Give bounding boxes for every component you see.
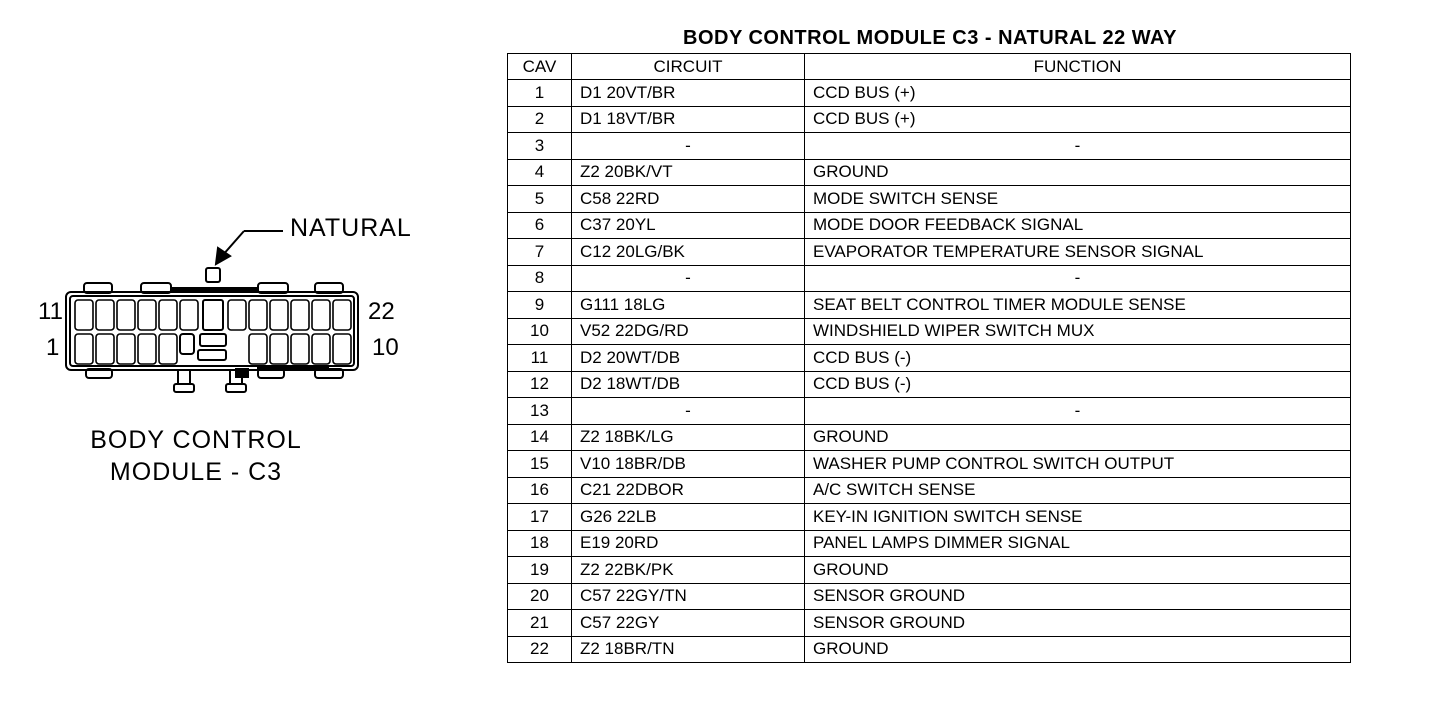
lock-tab <box>206 268 220 282</box>
function-cell: SENSOR GROUND <box>805 583 1351 610</box>
function-cell: - <box>805 398 1351 425</box>
pin-label-10: 10 <box>372 334 399 361</box>
table-row <box>508 530 1351 557</box>
cav-cell: 2 <box>508 106 572 133</box>
table-row <box>508 106 1351 133</box>
connector-drawing <box>0 0 470 712</box>
function-cell: GROUND <box>805 636 1351 663</box>
circuit-cell: D2 18WT/DB <box>572 371 805 398</box>
cav-cell: 1 <box>508 80 572 107</box>
function-cell: GROUND <box>805 424 1351 451</box>
cav-cell: 15 <box>508 451 572 478</box>
table-row <box>508 504 1351 531</box>
cav-cell: 8 <box>508 265 572 292</box>
function-cell: MODE DOOR FEEDBACK SIGNAL <box>805 212 1351 239</box>
cav-cell: 13 <box>508 398 572 425</box>
table-title: BODY CONTROL MODULE C3 - NATURAL 22 WAY <box>683 27 1177 49</box>
circuit-cell: V52 22DG/RD <box>572 318 805 345</box>
module-caption-line2: MODULE - C3 <box>109 458 283 486</box>
function-cell: CCD BUS (-) <box>805 371 1351 398</box>
cav-cell: 11 <box>508 345 572 372</box>
table-row <box>508 424 1351 451</box>
table-row <box>508 159 1351 186</box>
circuit-cell: D1 20VT/BR <box>572 80 805 107</box>
circuit-cell: Z2 18BR/TN <box>572 636 805 663</box>
cav-cell: 18 <box>508 530 572 557</box>
cav-cell: 12 <box>508 371 572 398</box>
module-caption <box>56 424 336 488</box>
header-cav: CAV <box>508 54 572 80</box>
table-header-row <box>508 54 1351 80</box>
function-cell: GROUND <box>805 557 1351 584</box>
pin-label-11: 11 <box>38 298 63 325</box>
cav-cell: 4 <box>508 159 572 186</box>
circuit-cell: V10 18BR/DB <box>572 451 805 478</box>
function-cell: WASHER PUMP CONTROL SWITCH OUTPUT <box>805 451 1351 478</box>
circuit-cell: D2 20WT/DB <box>572 345 805 372</box>
table-row <box>508 239 1351 266</box>
table-row <box>508 345 1351 372</box>
function-cell: KEY-IN IGNITION SWITCH SENSE <box>805 504 1351 531</box>
function-cell: - <box>805 133 1351 160</box>
table-row <box>508 80 1351 107</box>
cav-cell: 5 <box>508 186 572 213</box>
table-row <box>508 371 1351 398</box>
cav-cell: 16 <box>508 477 572 504</box>
cav-cell: 21 <box>508 610 572 637</box>
table-row <box>508 636 1351 663</box>
circuit-cell: - <box>572 265 805 292</box>
circuit-cell: G26 22LB <box>572 504 805 531</box>
circuit-cell: C12 20LG/BK <box>572 239 805 266</box>
cav-cell: 9 <box>508 292 572 319</box>
cav-cell: 22 <box>508 636 572 663</box>
circuit-cell: C21 22DBOR <box>572 477 805 504</box>
header-function: FUNCTION <box>805 54 1351 80</box>
circuit-cell: D1 18VT/BR <box>572 106 805 133</box>
cav-cell: 17 <box>508 504 572 531</box>
cav-cell: 3 <box>508 133 572 160</box>
function-cell: WINDSHIELD WIPER SWITCH MUX <box>805 318 1351 345</box>
table-row <box>508 318 1351 345</box>
circuit-cell: C58 22RD <box>572 186 805 213</box>
cav-cell: 7 <box>508 239 572 266</box>
circuit-cell: Z2 22BK/PK <box>572 557 805 584</box>
function-cell: EVAPORATOR TEMPERATURE SENSOR SIGNAL <box>805 239 1351 266</box>
circuit-cell: C57 22GY/TN <box>572 583 805 610</box>
cavity-grid <box>75 300 351 364</box>
table-row <box>508 186 1351 213</box>
function-cell: A/C SWITCH SENSE <box>805 477 1351 504</box>
circuit-cell: Z2 18BK/LG <box>572 424 805 451</box>
function-cell: MODE SWITCH SENSE <box>805 186 1351 213</box>
table-row <box>508 477 1351 504</box>
cav-cell: 6 <box>508 212 572 239</box>
table-row <box>508 583 1351 610</box>
cav-cell: 10 <box>508 318 572 345</box>
circuit-cell: E19 20RD <box>572 530 805 557</box>
pin-label-22: 22 <box>368 298 395 325</box>
cav-cell: 20 <box>508 583 572 610</box>
circuit-cell: C57 22GY <box>572 610 805 637</box>
table-row <box>508 610 1351 637</box>
circuit-cell: C37 20YL <box>572 212 805 239</box>
function-cell: PANEL LAMPS DIMMER SIGNAL <box>805 530 1351 557</box>
module-caption-line1: BODY CONTROL <box>90 426 302 454</box>
function-cell: CCD BUS (+) <box>805 106 1351 133</box>
function-cell: SEAT BELT CONTROL TIMER MODULE SENSE <box>805 292 1351 319</box>
cav-cell: 19 <box>508 557 572 584</box>
table-row <box>508 398 1351 425</box>
circuit-cell: - <box>572 398 805 425</box>
pinout-table <box>507 53 1351 663</box>
natural-color-label: NATURAL <box>290 214 412 242</box>
circuit-cell: - <box>572 133 805 160</box>
table-row <box>508 265 1351 292</box>
table-row <box>508 451 1351 478</box>
table-row <box>508 133 1351 160</box>
function-cell: GROUND <box>805 159 1351 186</box>
function-cell: CCD BUS (+) <box>805 80 1351 107</box>
connector-figure <box>0 0 470 712</box>
table-row <box>508 292 1351 319</box>
circuit-cell: Z2 20BK/VT <box>572 159 805 186</box>
function-cell: SENSOR GROUND <box>805 610 1351 637</box>
function-cell: - <box>805 265 1351 292</box>
function-cell: CCD BUS (-) <box>805 345 1351 372</box>
table-row <box>508 557 1351 584</box>
table-body <box>508 80 1351 663</box>
pin-label-1: 1 <box>46 334 60 361</box>
circuit-cell: G111 18LG <box>572 292 805 319</box>
table-row <box>508 212 1351 239</box>
cav-cell: 14 <box>508 424 572 451</box>
header-circuit: CIRCUIT <box>572 54 805 80</box>
